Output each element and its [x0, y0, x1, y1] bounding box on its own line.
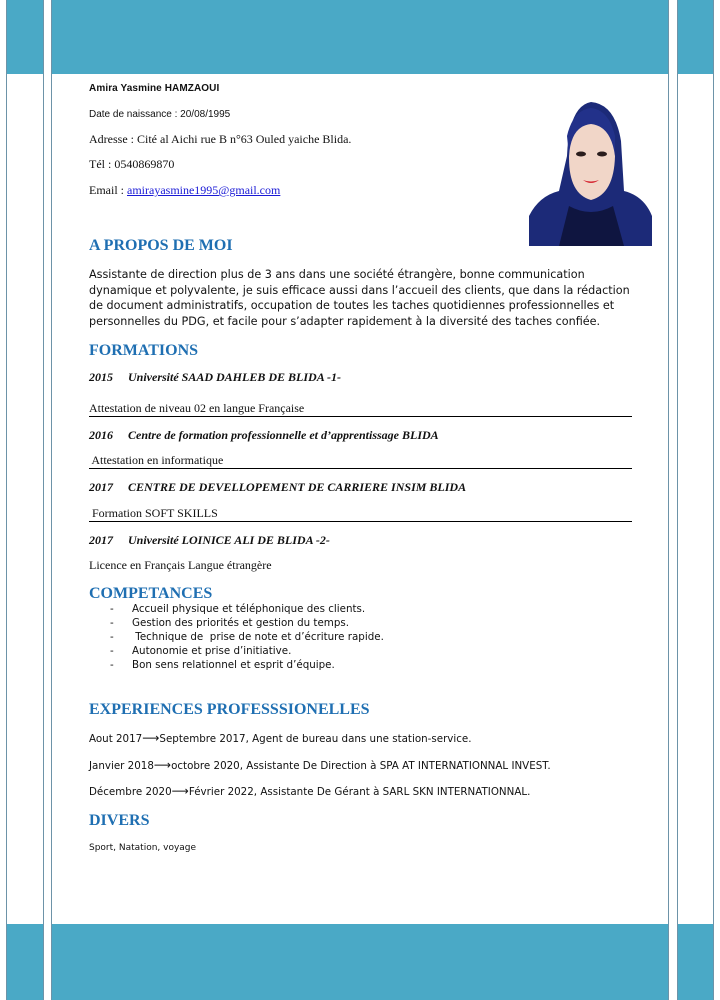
formation-description: Attestation en informatique [89, 453, 224, 467]
birth-date: Date de naissance : 20/08/1995 [89, 109, 231, 120]
about-line: dynamique et polyvalente, je suis efficace aussi dans l’accueil des clients, que dans la rédaction [89, 283, 630, 297]
skill-text: Technique de prise de note et d’écriture rapide. [132, 631, 384, 643]
list-item [110, 658, 384, 672]
divers-text: Sport, Natation, voyage [89, 843, 197, 853]
formation-title [89, 428, 439, 443]
experience-detail: Septembre 2017, Agent de bureau dans une station-service. [159, 733, 472, 745]
frame-line [668, 0, 669, 1000]
frame-line [713, 0, 714, 1000]
divider [89, 521, 632, 522]
profile-photo [529, 96, 652, 246]
competences-heading: COMPETANCES [89, 585, 213, 602]
skill-text: Gestion des priorités et gestion du temps. [132, 617, 350, 629]
experience-item [89, 731, 472, 745]
email-label: Email : [89, 183, 127, 197]
bullet: - [110, 603, 114, 615]
experience-item [89, 784, 530, 798]
experience-detail: octobre 2020, Assistante De Direction à SPA AT INTERNATIONNAL INVEST. [171, 760, 551, 772]
divers-heading: DIVERS [89, 812, 150, 829]
frame-line [6, 0, 7, 1000]
formation-description: Licence en Français Langue étrangère [89, 558, 272, 572]
top-right-band [677, 0, 714, 74]
experience-item [89, 758, 551, 772]
arrow-right-icon: ⟶ [142, 731, 160, 745]
frame-line [43, 0, 44, 1000]
formation-title [89, 480, 466, 495]
about-line: Assistante de direction plus de 3 ans dans une société étrangère, bonne communication [89, 268, 585, 281]
skill-text: Bon sens relationnel et esprit d’équipe. [132, 659, 335, 671]
arrow-right-icon: ⟶ [153, 758, 172, 772]
candidate-name: Amira Yasmine HAMZAOUI [89, 83, 220, 94]
formation-description: Formation SOFT SKILLS [89, 506, 218, 520]
formation-school: Centre de formation professionnelle et d’apprentissage BLIDA [128, 428, 439, 442]
skill-text: Autonomie et prise d’initiative. [132, 645, 292, 657]
competences-list [110, 602, 384, 672]
bottom-left-band [6, 924, 43, 1000]
divider [89, 416, 632, 417]
frame-line [677, 0, 678, 1000]
about-heading: A PROPOS DE MOI [89, 237, 233, 254]
phone: Tél : 0540869870 [89, 157, 175, 171]
bottom-center-band [52, 924, 668, 1000]
experience-start: Aout 2017 [89, 733, 143, 745]
email-row [89, 183, 280, 198]
bottom-right-band [677, 924, 714, 1000]
arrow-right-icon: ⟶ [171, 784, 189, 798]
experiences-heading: EXPERIENCES PROFESSSIONELLES [89, 701, 370, 718]
formation-description: Attestation de niveau 02 en langue Française [89, 401, 305, 415]
bullet: - [110, 645, 114, 657]
formation-school: Université LOINICE ALI DE BLIDA -2- [128, 533, 330, 547]
bullet: - [110, 617, 114, 629]
experience-start: Décembre 2020 [89, 786, 172, 798]
formation-title [89, 370, 341, 385]
experience-start: Janvier 2018 [89, 760, 154, 772]
experience-detail: Février 2022, Assistante De Gérant à SARL SKN INTERNATIONNAL. [188, 786, 531, 798]
top-center-band [52, 0, 668, 74]
bullet: - [110, 659, 114, 671]
formation-school: Université SAAD DAHLEB DE BLIDA -1- [128, 370, 342, 384]
email-link[interactable]: amirayasmine1995@gmail.com [127, 183, 281, 197]
skill-text: Accueil physique et téléphonique des clients. [132, 603, 366, 615]
bullet: - [110, 631, 114, 643]
list-item [110, 630, 384, 644]
list-item [110, 602, 384, 616]
top-left-band [6, 0, 43, 74]
list-item [110, 616, 384, 630]
about-line: personnelles du PDG, et facile pour s’adapter rapidement à la diversité des taches confiée. [89, 314, 601, 328]
formations-heading: FORMATIONS [89, 342, 199, 359]
list-item [110, 644, 384, 658]
formation-year: 2015 [89, 370, 113, 384]
formation-year: 2016 [89, 428, 113, 442]
address: Adresse : Cité al Aichi rue B n°63 Ouled yaiche Blida. [89, 132, 352, 146]
portrait-icon [529, 96, 652, 246]
formation-year: 2017 [89, 533, 113, 547]
about-paragraph [89, 267, 634, 329]
formation-year: 2017 [89, 480, 113, 494]
formation-school: CENTRE DE DEVELLOPEMENT DE CARRIERE INSIM BLIDA [128, 480, 467, 494]
divider [89, 468, 632, 469]
formation-title [89, 533, 330, 548]
about-line: de document administratifs, occupation de toutes les taches quotidiennes professionnelles et [89, 299, 615, 312]
